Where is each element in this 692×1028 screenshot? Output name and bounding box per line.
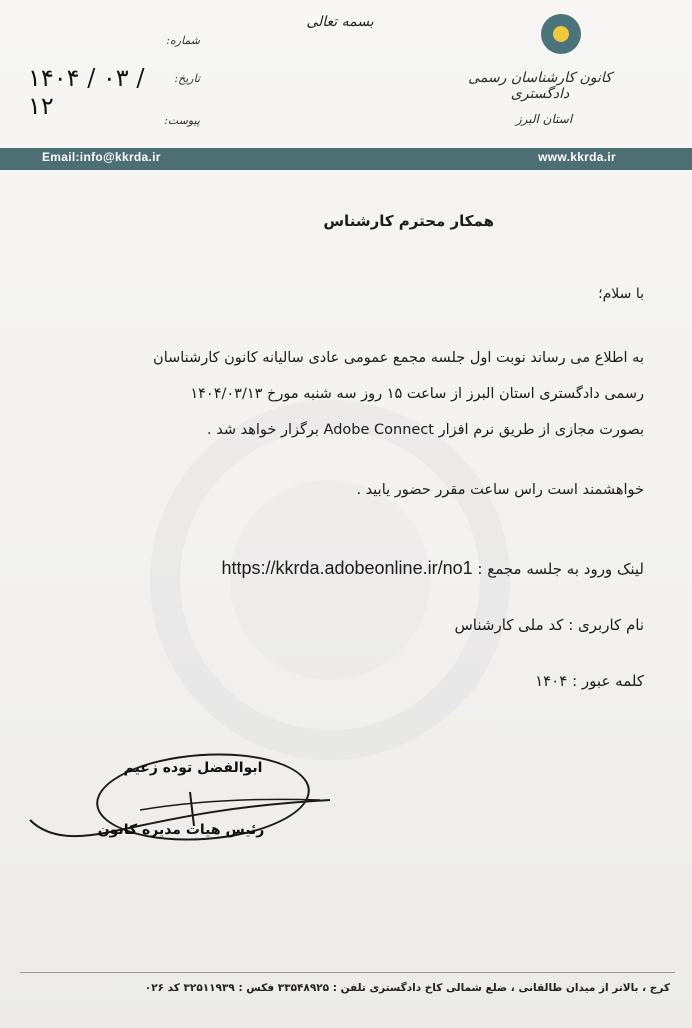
footer-contact: کرج ، بالاتر از میدان طالقانی ، ضلع شمالی کاخ دادگستری تلفن : ۳۳۵۴۸۹۲۵ فکس : ۳۲۵۱۱۹۳۹ کد ۰۲۶ [144, 982, 670, 994]
meeting-link-url[interactable]: https://kkrda.adobeonline.ir/no1 [221, 558, 473, 578]
salutation: همکار محترم کارشناس [323, 212, 494, 230]
paragraph-line: به اطلاع می رساند نوبت اول جلسه مجمع عمومی عادی سالیانه کانون کارشناسان [153, 350, 644, 366]
org-name: کانون کارشناسان رسمی دادگستری [468, 70, 612, 102]
signature-stroke-icon [20, 770, 340, 850]
number-label: شماره: [166, 34, 200, 47]
password-info: کلمه عبور : ۱۴۰۴ [535, 672, 644, 690]
greeting: با سلام؛ [598, 286, 644, 302]
contact-email: Email:info@kkrda.ir [42, 150, 161, 164]
website-address: www.kkrda.ir [538, 150, 616, 164]
username-info: نام کاربری : کد ملی کارشناس [454, 616, 644, 634]
org-logo-sun-icon [553, 26, 569, 42]
watermark-emblem-center [230, 480, 430, 680]
signatory-title: رئیس هیات مدیره کانون [97, 822, 265, 838]
footer-divider [20, 972, 675, 973]
signatory-name: ابوالفضل توده زعیم [123, 760, 263, 776]
bismillah-heading: بسمه تعالی [306, 14, 374, 30]
handwritten-date: ۱۴۰۴ / ۰۳ / ۱۲ [28, 64, 145, 120]
attendance-request: خواهشمند است راس ساعت مقرر حضور یابید . [356, 482, 644, 498]
paragraph-line: رسمی دادگستری استان البرز از ساعت ۱۵ روز سه شنبه مورخ ۱۴۰۴/۰۳/۱۳ [190, 386, 644, 402]
province-name: استان البرز [515, 112, 573, 126]
announcement-paragraph [54, 340, 644, 448]
paragraph-line: بصورت مجازی از طریق نرم افزار Adobe Connect برگزار خواهد شد . [207, 422, 644, 438]
date-label: تاریخ: [174, 72, 200, 85]
attachment-label: پیوست: [164, 114, 200, 127]
meeting-link-row [44, 558, 644, 579]
meeting-link-label: لینک ورود به جلسه مجمع : [477, 560, 644, 578]
